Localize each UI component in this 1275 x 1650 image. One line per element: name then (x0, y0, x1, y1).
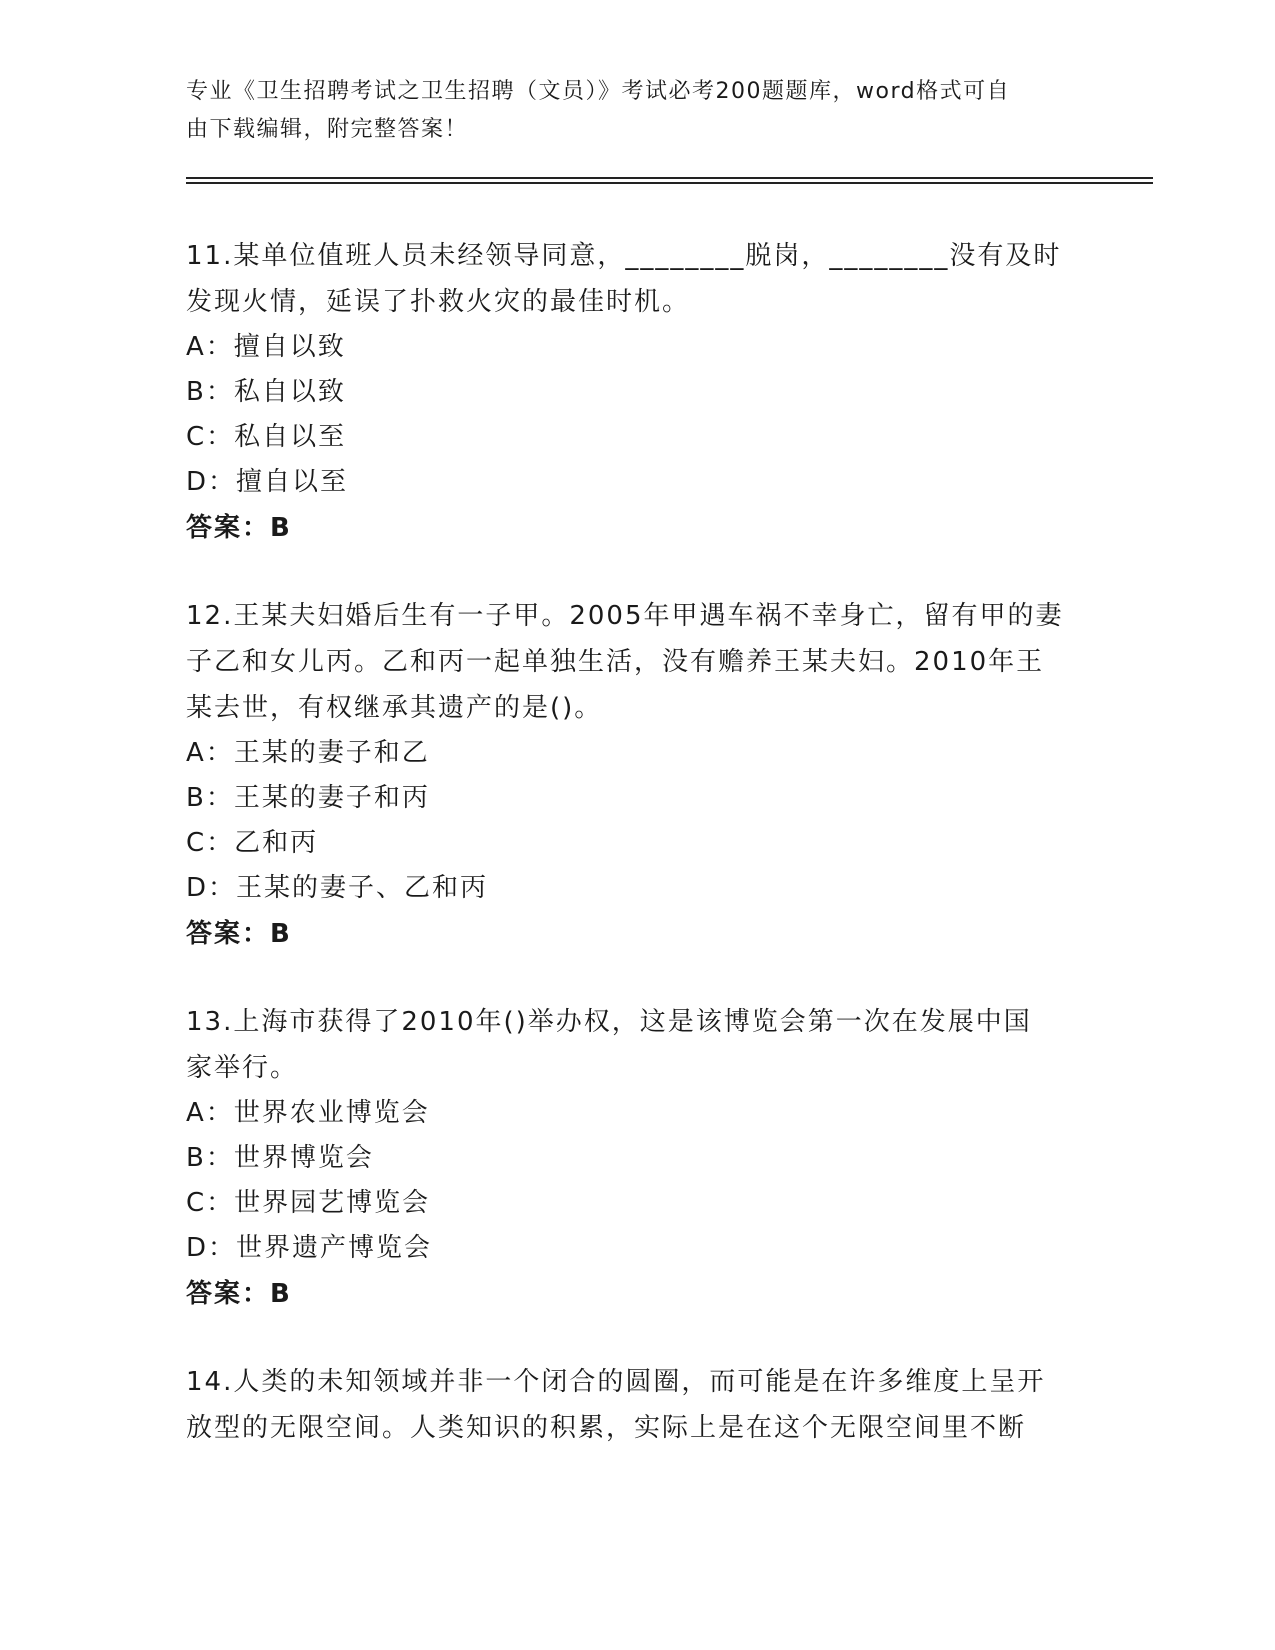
answer: 答案：B (186, 919, 292, 949)
option-b: B：私自以致 (186, 377, 346, 407)
option-a: A：王某的妻子和乙 (186, 738, 430, 768)
question-11 (186, 233, 1086, 551)
question-stem-line: 12.王某夫妇婚后生有一子甲。2005年甲遇车祸不幸身亡，留有甲的妻 (186, 601, 1064, 631)
option-a: A：世界农业博览会 (186, 1098, 430, 1128)
question-stem-line: 放型的无限空间。人类知识的积累，实际上是在这个无限空间里不断 (186, 1413, 1027, 1443)
question-stem-line: 家举行。 (186, 1053, 299, 1083)
question-stem-line: 某去世，有权继承其遗产的是()。 (186, 693, 603, 723)
option-c: C：乙和丙 (186, 828, 319, 858)
option-b: B：世界博览会 (186, 1143, 374, 1173)
question-12 (186, 593, 1086, 957)
option-c: C：世界园艺博览会 (186, 1188, 431, 1218)
option-c: C：私自以至 (186, 422, 347, 452)
option-d: D：擅自以至 (186, 467, 349, 497)
question-stem-line: 11.某单位值班人员未经领导同意，________脱岗，________没有及时 (186, 241, 1062, 271)
question-stem-line: 子乙和女儿丙。乙和丙一起单独生活，没有赡养王某夫妇。2010年王 (186, 647, 1045, 677)
question-stem-line: 14.人类的未知领域并非一个闭合的圆圈，而可能是在许多维度上呈开 (186, 1367, 1046, 1397)
option-a: A：擅自以致 (186, 332, 346, 362)
question-list (186, 233, 1086, 1493)
header-title-line-1: 专业《卫生招聘考试之卫生招聘（文员）》考试必考200题题库，word格式可自 (186, 79, 1011, 104)
option-d: D：世界遗产博览会 (186, 1233, 433, 1263)
question-stem-line: 13.上海市获得了2010年()举办权，这是该博览会第一次在发展中国 (186, 1007, 1032, 1037)
question-13 (186, 999, 1086, 1317)
question-stem-line: 发现火情，延误了扑救火灾的最佳时机。 (186, 287, 691, 317)
answer: 答案：B (186, 513, 292, 543)
option-b: B：王某的妻子和丙 (186, 783, 430, 813)
header-divider-top (186, 177, 1153, 179)
document-header (186, 73, 1066, 149)
question-14 (186, 1359, 1086, 1451)
answer: 答案：B (186, 1279, 292, 1309)
header-divider-bottom (186, 182, 1153, 184)
option-d: D：王某的妻子、乙和丙 (186, 873, 489, 903)
header-title-line-2: 由下载编辑，附完整答案！ (186, 117, 469, 142)
